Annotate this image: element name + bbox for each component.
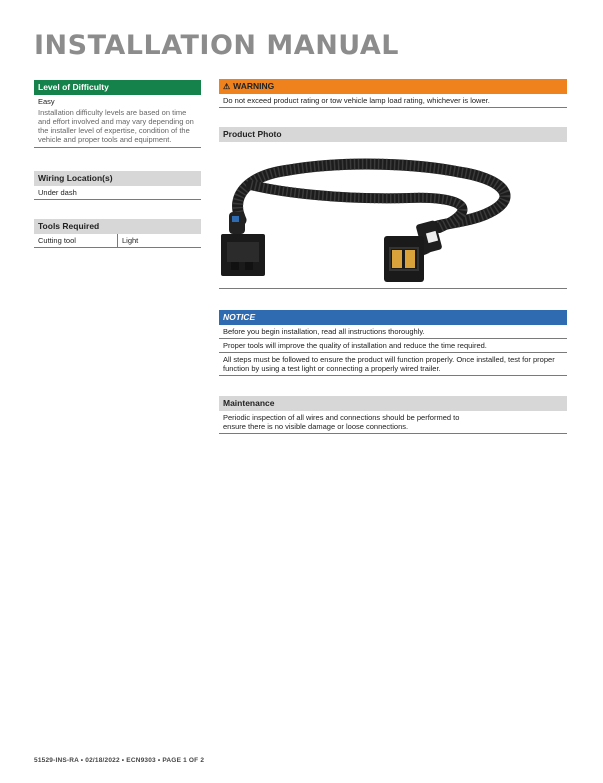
notice-item: Before you begin installation, read all instructions thoroughly. — [219, 325, 567, 339]
warning-section — [219, 79, 567, 108]
difficulty-level: Easy — [38, 97, 55, 106]
product-photo — [219, 142, 567, 289]
tool-level: Light — [122, 236, 139, 245]
warning-header — [219, 79, 567, 94]
warning-header-label: WARNING — [233, 81, 275, 91]
notice-item: All steps must be followed to ensure the product will function properly. Once installed, test for proper function by using a test light or connecting a properly wired trailer. — [219, 353, 567, 376]
notice-header: NOTICE — [219, 310, 567, 325]
wiring-section — [34, 171, 201, 200]
wiring-value: Under dash — [34, 186, 201, 200]
page-footer: 51529-INS-RA • 02/18/2022 • ECN9303 • PAGE 1 OF 2 — [34, 757, 205, 764]
notice-item: Proper tools will improve the quality of installation and reduce the time required. — [219, 339, 567, 353]
tools-section — [34, 219, 201, 248]
maintenance-header: Maintenance — [219, 396, 567, 411]
maintenance-section — [219, 396, 567, 434]
tool-name: Cutting tool — [34, 234, 118, 247]
difficulty-header: Level of Difficulty — [34, 80, 201, 95]
warning-triangle-icon: ⚠ — [223, 82, 231, 91]
difficulty-description: Installation difficulty levels are based on time and effort involved and may vary depending on the installer level of expertise, condition of the vehicle and proper tools and equipment. — [34, 108, 201, 148]
warning-text: Do not exceed product rating or tow vehicle lamp load rating, whichever is lower. — [219, 94, 567, 108]
difficulty-section — [34, 80, 201, 148]
maintenance-text: Periodic inspection of all wires and connections should be performed to ensure there is no visible damage or loose connections. — [219, 411, 567, 434]
wiring-header: Wiring Location(s) — [34, 171, 201, 186]
page-title: INSTALLATION MANUAL — [34, 30, 399, 61]
photo-section — [219, 127, 567, 289]
tools-header: Tools Required — [34, 219, 201, 234]
notice-section — [219, 310, 567, 376]
wiring-harness-image — [219, 150, 567, 290]
photo-header: Product Photo — [219, 127, 567, 142]
tool-row — [34, 234, 201, 248]
